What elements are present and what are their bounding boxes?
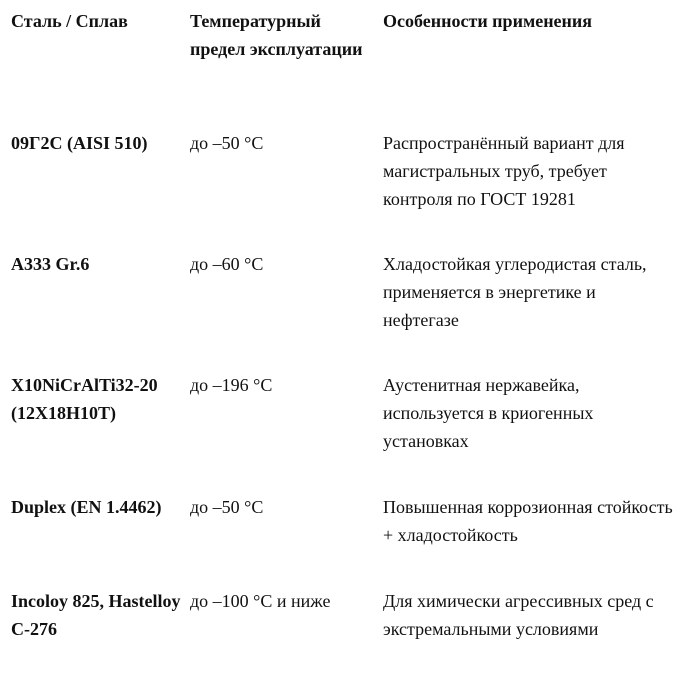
header-temperature: Температурный предел эксплуатации: [190, 11, 363, 59]
temperature-cell: до –60 °C: [190, 254, 264, 274]
material-cell: 09Г2С (AISI 510): [11, 133, 148, 153]
features-cell: Для химически агрессивных сред с экстремальными условиями: [383, 591, 654, 639]
material-cell: A333 Gr.6: [11, 254, 90, 274]
header-features: Особенности применения: [383, 11, 593, 31]
temperature-cell: до –196 °C: [190, 375, 273, 395]
temperature-cell: до –50 °C: [190, 497, 264, 517]
header-material: Сталь / Сплав: [11, 11, 128, 31]
features-cell: Распространённый вариант для магистральных труб, требует контроля по ГОСТ 19281: [383, 133, 625, 209]
features-cell: Хладостойкая углеродистая сталь, применяется в энергетике и нефтегазе: [383, 254, 647, 330]
temperature-cell: до –100 °C и ниже: [190, 591, 331, 611]
features-cell: Повышенная коррозионная стойкость + хладостойкость: [383, 497, 673, 545]
material-cell: X10NiCrAlTi32-20 (12Х18Н10Т): [11, 375, 158, 423]
features-cell: Аустенитная нержавейка, используется в криогенных установках: [383, 375, 594, 451]
temperature-cell: до –50 °C: [190, 133, 264, 153]
material-cell: Duplex (EN 1.4462): [11, 497, 162, 517]
material-cell: Incoloy 825, Hastelloy C-276: [11, 591, 181, 639]
